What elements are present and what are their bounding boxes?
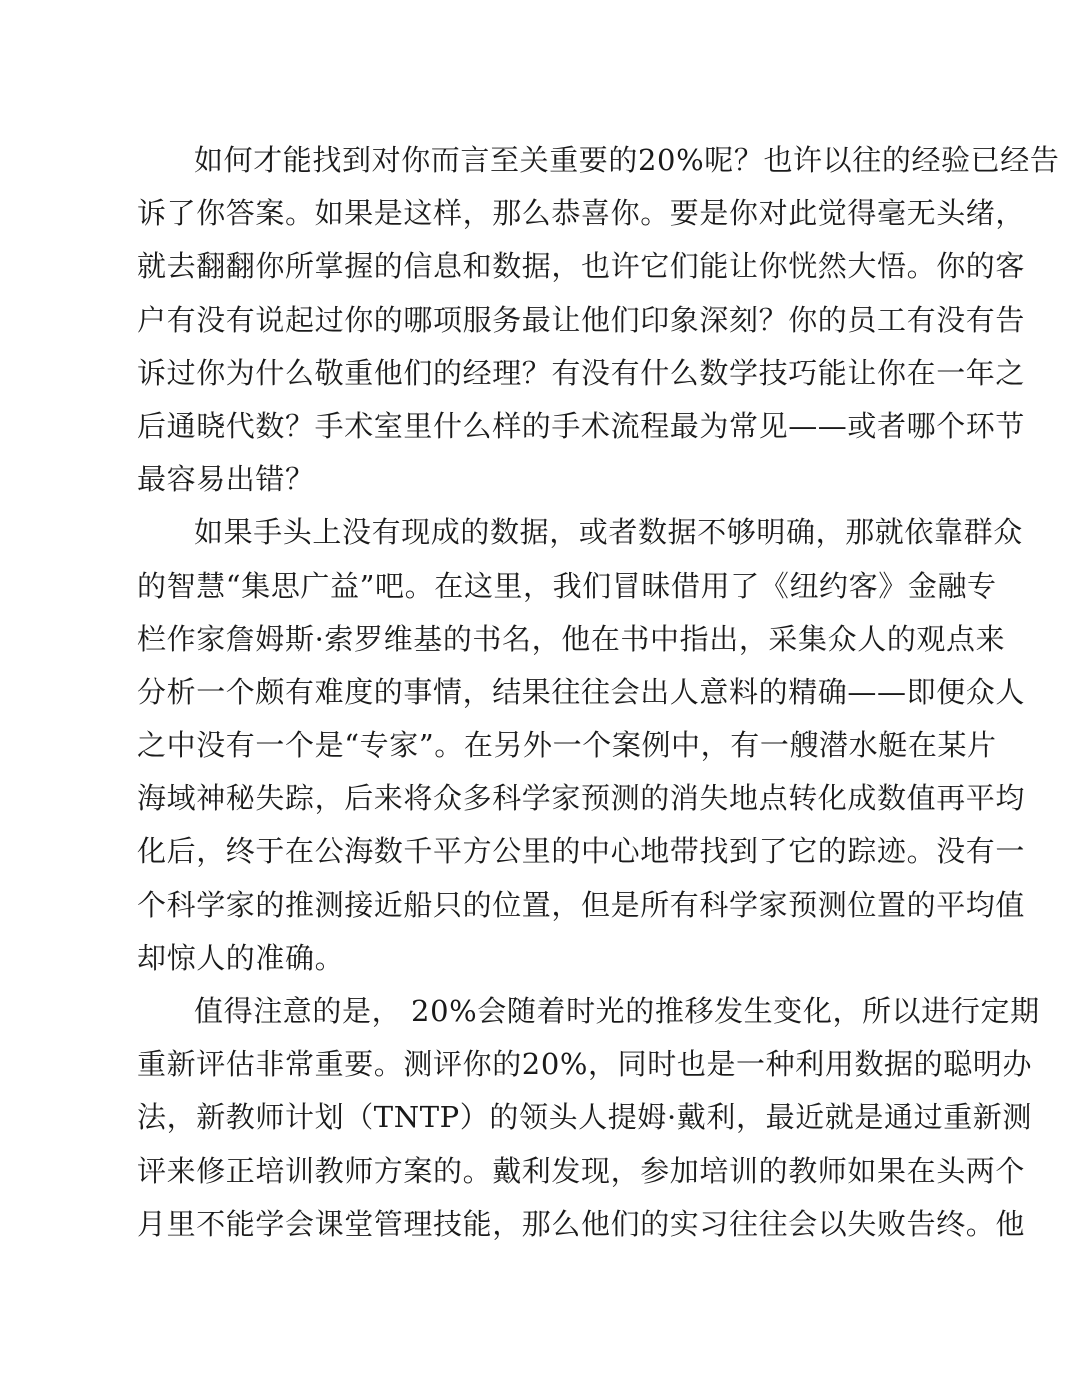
text-line: 重新评估非常重要。测评你的20%，同时也是一种利用数据的聪明办 — [137, 1047, 1033, 1082]
text-line: 如果手头上没有现成的数据，或者数据不够明确，那就依靠群众 — [194, 515, 1023, 550]
text-line: 月里不能学会课堂管理技能，那么他们的实习往往会以失败告终。他 — [137, 1206, 1026, 1241]
text-line: 诉了你答案。如果是这样，那么恭喜你。要是你对此觉得毫无头绪， — [137, 196, 1026, 231]
text-line: 化后，终于在公海数千平方公里的中心地带找到了它的踪迹。没有一 — [137, 834, 1026, 869]
text-line: 个科学家的推测接近船只的位置，但是所有科学家预测位置的平均值 — [137, 887, 1026, 922]
text-line: 就去翻翻你所掌握的信息和数据，也许它们能让你恍然大悟。你的客 — [137, 249, 1026, 284]
text-line: 值得注意的是， 20%会随着时光的推移发生变化，所以进行定期 — [194, 994, 1040, 1028]
text-line: 栏作家詹姆斯·索罗维基的书名，他在书中指出，采集众人的观点来 — [137, 621, 1006, 656]
text-line: 海域神秘失踪，后来将众多科学家预测的消失地点转化成数值再平均 — [137, 781, 1026, 816]
text-line: 评来修正培训教师方案的。戴利发现，参加培训的教师如果在头两个 — [137, 1153, 1026, 1188]
text-line: 户有没有说起过你的哪项服务最让他们印象深刻？你的员工有没有告 — [137, 302, 1026, 337]
text-line: 诉过你为什么敬重他们的经理？有没有什么数学技巧能让你在一年之 — [137, 355, 1026, 390]
text-line: 的智慧“集思广益”吧。在这里，我们冒昧借用了《纽约客》金融专 — [137, 568, 997, 603]
text-line: 之中没有一个是“专家”。在另外一个案例中，有一艘潜水艇在某片 — [137, 728, 997, 763]
text-line: 法，新教师计划（TNTP）的领头人提姆·戴利，最近就是通过重新测 — [137, 1100, 1032, 1135]
text-line: 如何才能找到对你而言至关重要的20%呢？也许以往的经验已经告 — [194, 143, 1060, 177]
body-text — [137, 134, 1060, 1251]
text-line: 分析一个颇有难度的事情，结果往往会出人意料的精确——即便众人 — [137, 674, 1026, 709]
text-line: 后通晓代数？手术室里什么样的手术流程最为常见——或者哪个环节 — [137, 408, 1026, 443]
paragraph-3 — [137, 985, 1040, 1251]
text-line: 最容易出错？ — [137, 462, 315, 497]
paragraph-2 — [137, 506, 1026, 985]
paragraph-1 — [137, 134, 1060, 506]
text-line: 却惊人的准确。 — [137, 940, 345, 975]
